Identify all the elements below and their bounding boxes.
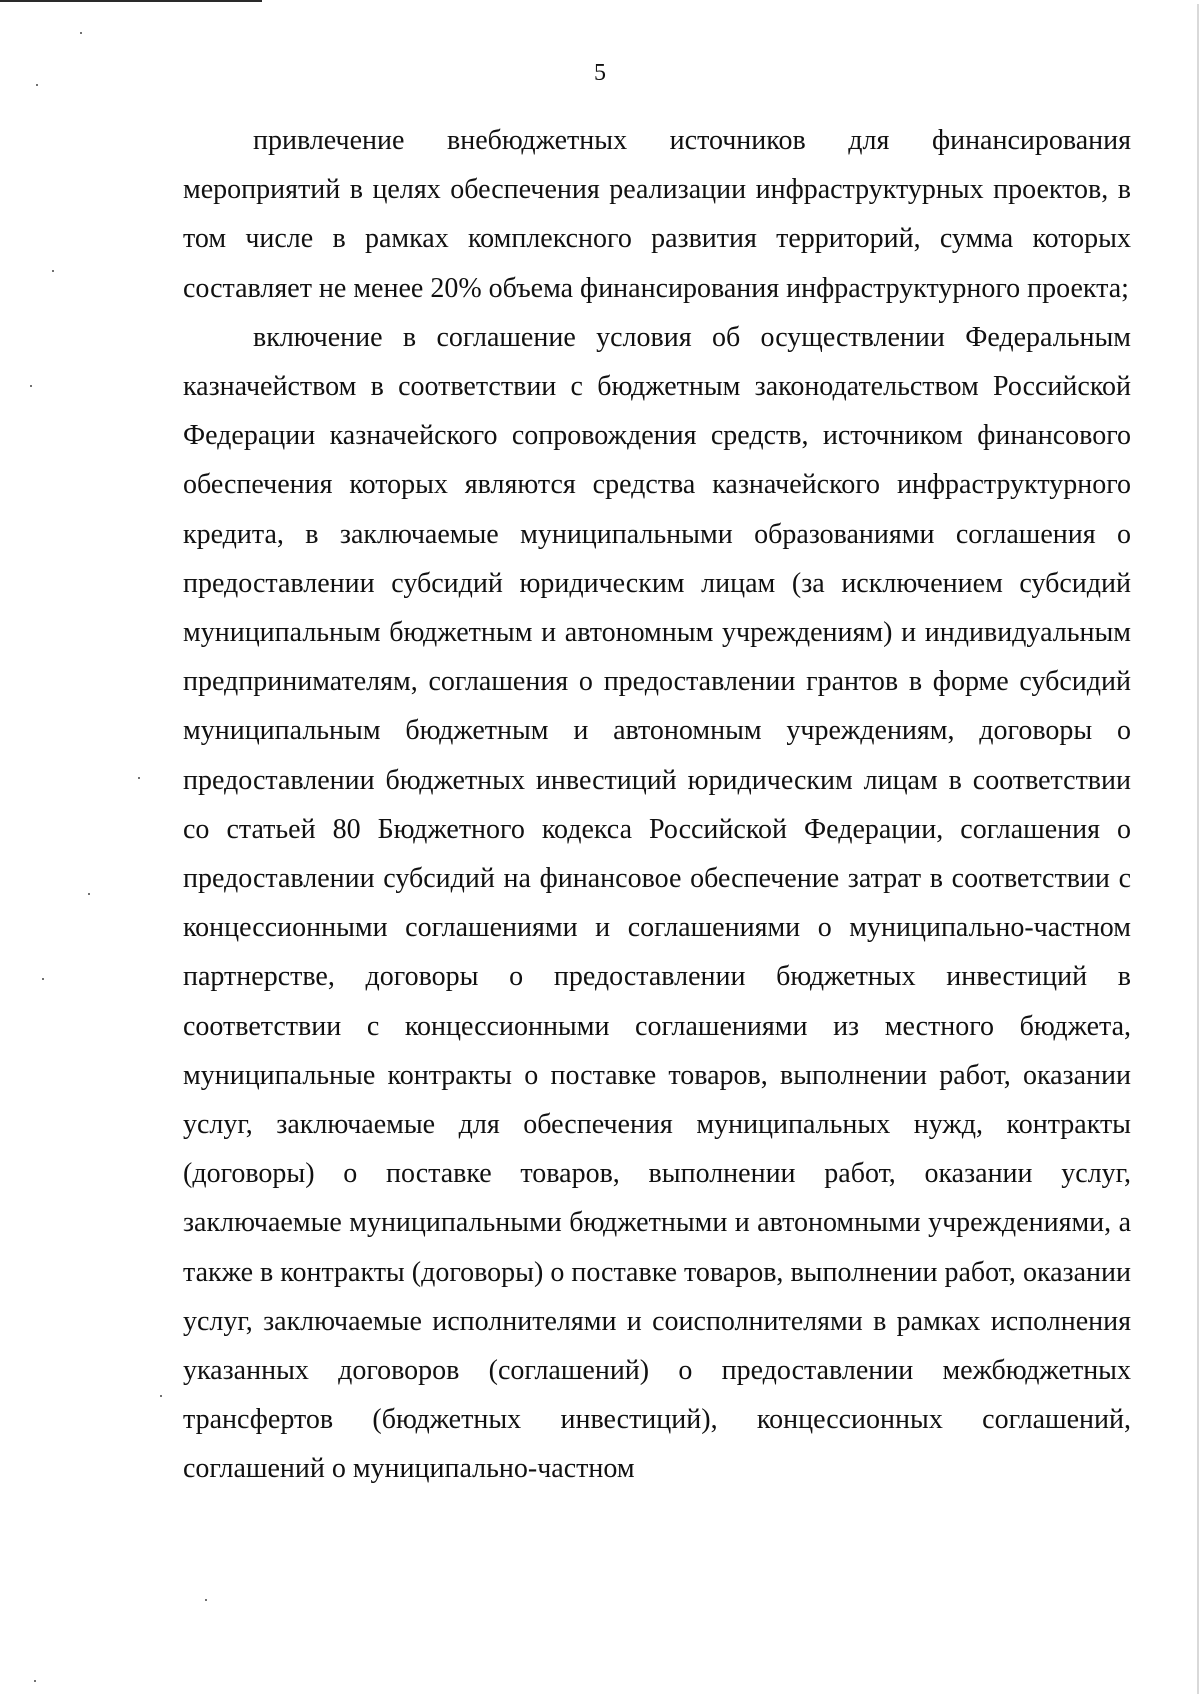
document-body: [183, 116, 1131, 1494]
scan-speck: [88, 893, 90, 895]
paragraph: включение в соглашение условия об осуществлении Федеральным казначейством в соответствии с бюджетным законодательством Российской Федерации казначейского сопровождения средств, источником финансового обеспечения которых являются средства казначейского инфраструктурного кредита, в заключаемые муниципальными образованиями соглашения о предоставлении субсидий юридическим лицам (за исключением субсидий муниципальным бюджетным и автономным учреждениям) и индивидуальным предпринимателям, соглашения о предоставлении грантов в форме субсидий муниципальным бюджетным и автономным учреждениям, договоры о предоставлении бюджетных инвестиций юридическим лицам в соответствии со статьей 80 Бюджетного кодекса Российской Федерации, соглашения о предоставлении субсидий на финансовое обеспечение затрат в соответствии с концессионными соглашениями и соглашениями о муниципально-частном партнерстве, договоры о предоставлении бюджетных инвестиций в соответствии с концессионными соглашениями из местного бюджета, муниципальные контракты о поставке товаров, выполнении работ, оказании услуг, заключаемые для обеспечения муниципальных нужд, контракты (договоры) о поставке товаров, выполнении работ, оказании услуг, заключаемые муниципальными бюджетными и автономными учреждениями, а также в контракты (договоры) о поставке товаров, выполнении работ, оказании услуг, заключаемые исполнителями и соисполнителями в рамках исполнения указанных договоров (соглашений) о предоставлении межбюджетных трансфертов (бюджетных инвестиций), концессионных соглашений, соглашений о муниципально-частном: [183, 321, 1131, 1485]
paragraph: привлечение внебюджетных источников для финансирования мероприятий в целях обеспечения реализации инфраструктурных проектов, в том числе в рамках комплексного развития территорий, сумма которых составляет не менее 20% объема финансирования инфраструктурного проекта;: [183, 125, 1131, 304]
scan-edge-top: [0, 0, 262, 2]
scan-speck: [160, 1395, 162, 1397]
scan-speck: [30, 385, 32, 387]
scan-speck: [80, 32, 82, 34]
scan-edge-right: [1197, 4, 1199, 1694]
scan-speck: [138, 777, 140, 779]
scan-speck: [205, 1599, 207, 1601]
scan-speck: [52, 270, 54, 272]
scan-speck: [42, 978, 44, 980]
scan-speck: [34, 1680, 36, 1682]
page-number: 5: [594, 60, 606, 86]
